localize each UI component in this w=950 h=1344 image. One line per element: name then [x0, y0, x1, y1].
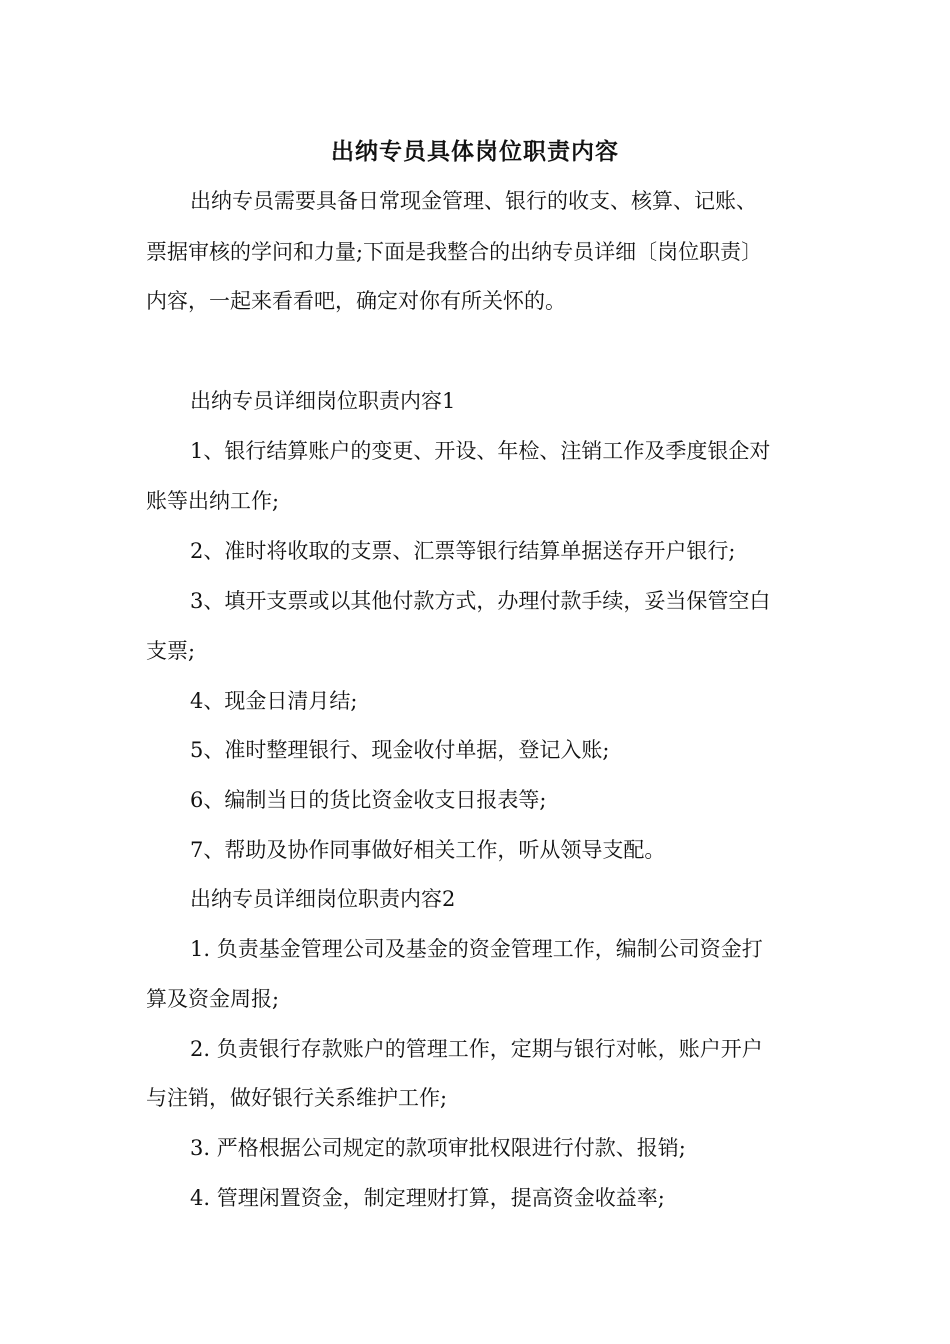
duty2-2-line-1: 2. 负责银行存款账户的管理工作，定期与银行对帐，账户开户 — [190, 1037, 763, 1061]
duty-4: 4、现金日清月结; — [190, 689, 358, 713]
duty-3-line-2: 支票; — [146, 639, 196, 663]
duty2-4: 4. 管理闲置资金，制定理财打算，提高资金收益率; — [190, 1186, 665, 1210]
intro-line-3: 内容，一起来看看吧，确定对你有所关怀的。 — [146, 289, 566, 313]
duty-3-line-1: 3、填开支票或以其他付款方式，办理付款手续，妥当保管空白 — [190, 589, 771, 613]
duty-1-line-2: 账等出纳工作; — [146, 489, 280, 513]
duty2-1-line-1: 1. 负责基金管理公司及基金的资金管理工作，编制公司资金打 — [190, 937, 763, 961]
document-title: 出纳专员具体岗位职责内容 — [331, 138, 619, 165]
section-heading-2: 出纳专员详细岗位职责内容2 — [190, 887, 456, 911]
duty-5: 5、准时整理银行、现金收付单据，登记入账; — [190, 738, 610, 762]
duty-2: 2、准时将收取的支票、汇票等银行结算单据送存开户银行; — [190, 539, 736, 563]
section-heading-1: 出纳专员详细岗位职责内容1 — [190, 389, 456, 413]
duty2-2-line-2: 与注销，做好银行关系维护工作; — [146, 1086, 448, 1110]
intro-line-2: 票据审核的学问和力量;下面是我整合的出纳专员详细〔岗位职责〕 — [146, 240, 763, 264]
duty2-1-line-2: 算及资金周报; — [146, 987, 280, 1011]
intro-line-1: 出纳专员需要具备日常现金管理、银行的收支、核算、记账、 — [190, 189, 757, 213]
duty2-3: 3. 严格根据公司规定的款项审批权限进行付款、报销; — [190, 1136, 686, 1160]
duty-7: 7、帮助及协作同事做好相关工作，听从领导支配。 — [190, 838, 666, 862]
duty-6: 6、编制当日的货比资金收支日报表等; — [190, 788, 547, 812]
duty-1-line-1: 1、银行结算账户的变更、开设、年检、注销工作及季度银企对 — [190, 439, 771, 463]
